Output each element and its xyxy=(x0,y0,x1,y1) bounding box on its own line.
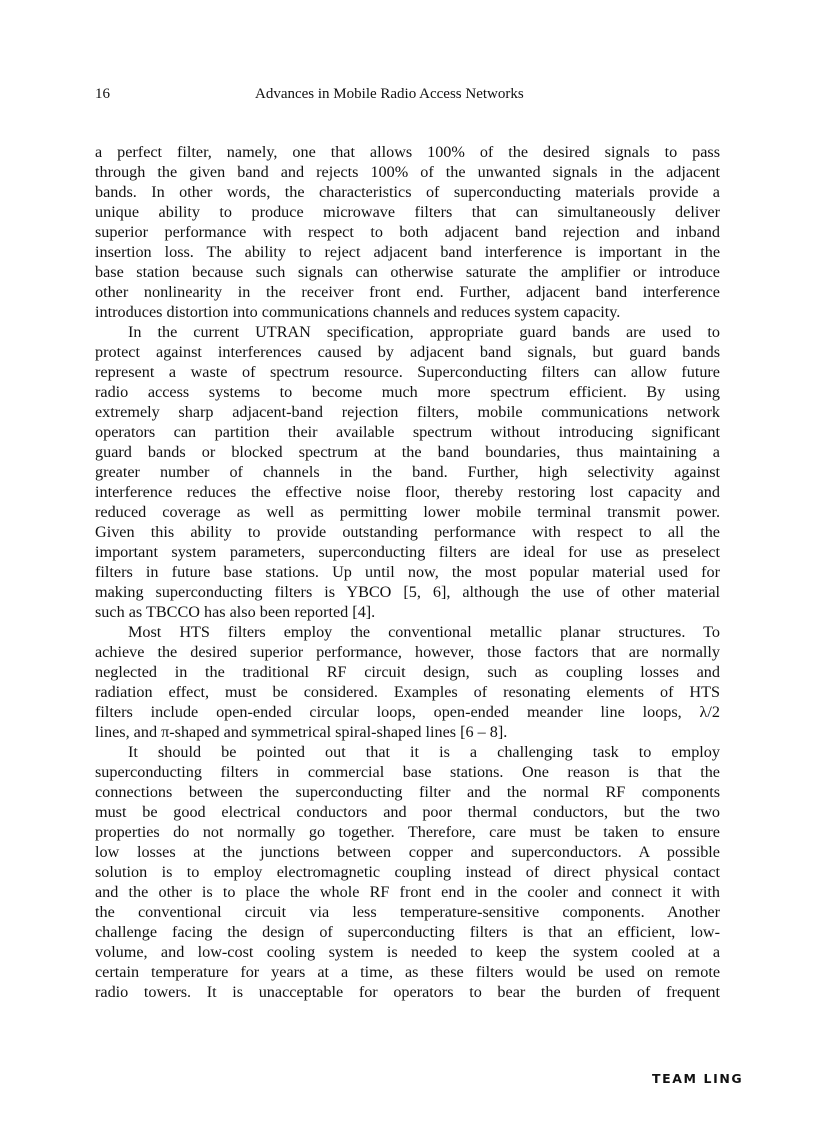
text-line: guard bands or blocked spectrum at the band boundaries, thus maintaining a xyxy=(95,443,720,461)
text-line: properties do not normally go together. Therefore, care must be taken to ensure xyxy=(95,823,720,841)
text-line: superior performance with respect to both adjacent band rejection and inband xyxy=(95,223,720,241)
text-line: bands. In other words, the characteristics of superconducting materials provide a xyxy=(95,183,720,201)
text-line: reduced coverage as well as permitting lower mobile terminal transmit power. xyxy=(95,503,720,521)
text-line: solution is to employ electromagnetic coupling instead of direct physical contact xyxy=(95,863,720,881)
running-title: Advances in Mobile Radio Access Networks xyxy=(255,86,524,102)
text-line: In the current UTRAN specification, appropriate guard bands are used to xyxy=(128,323,720,341)
text-line: radio towers. It is unacceptable for operators to bear the burden of frequent xyxy=(95,983,720,1001)
text-line: superconducting filters in commercial base stations. One reason is that the xyxy=(95,763,720,781)
text-line: a perfect filter, namely, one that allows 100% of the desired signals to pass xyxy=(95,143,720,161)
text-line: neglected in the traditional RF circuit design, such as coupling losses and xyxy=(95,663,720,681)
text-line: such as TBCCO has also been reported [4]. xyxy=(95,603,376,621)
text-line: achieve the desired superior performance, however, those factors that are normally xyxy=(95,643,720,661)
text-line: filters in future base stations. Up until now, the most popular material used for xyxy=(95,563,720,581)
text-line: important system parameters, superconducting filters are ideal for use as preselect xyxy=(95,543,720,561)
text-line: extremely sharp adjacent-band rejection filters, mobile communications network xyxy=(95,403,720,421)
text-line: unique ability to produce microwave filters that can simultaneously deliver xyxy=(95,203,720,221)
page-header xyxy=(95,86,720,108)
text-line: radiation effect, must be considered. Examples of resonating elements of HTS xyxy=(95,683,720,701)
text-line: base station because such signals can otherwise saturate the amplifier or introduce xyxy=(95,263,720,281)
text-line: making superconducting filters is YBCO [5, 6], although the use of other material xyxy=(95,583,720,601)
text-line: interference reduces the effective noise floor, thereby restoring lost capacity and xyxy=(95,483,720,501)
page-number: 16 xyxy=(95,86,110,102)
text-line: certain temperature for years at a time, as these filters would be used on remote xyxy=(95,963,720,981)
text-line: Given this ability to provide outstanding performance with respect to all the xyxy=(95,523,720,541)
text-line: through the given band and rejects 100% of the unwanted signals in the adjacent xyxy=(95,163,720,181)
text-line: must be good electrical conductors and poor thermal conductors, but the two xyxy=(95,803,720,821)
text-line: and the other is to place the whole RF front end in the cooler and connect it with xyxy=(95,883,720,901)
text-line: filters include open-ended circular loops, open-ended meander line loops, λ/2 xyxy=(95,703,720,721)
text-line: introduces distortion into communications channels and reduces system capacity. xyxy=(95,303,621,321)
text-line: radio access systems to become much more spectrum efficient. By using xyxy=(95,383,720,401)
text-line: volume, and low-cost cooling system is needed to keep the system cooled at a xyxy=(95,943,720,961)
body-text xyxy=(95,142,720,1002)
text-line: insertion loss. The ability to reject adjacent band interference is important in the xyxy=(95,243,720,261)
text-line: challenge facing the design of superconducting filters is that an efficient, low- xyxy=(95,923,720,941)
text-line: the conventional circuit via less temperature-sensitive components. Another xyxy=(95,903,720,921)
text-line: lines, and π-shaped and symmetrical spiral-shaped lines [6 – 8]. xyxy=(95,723,508,741)
team-ling-watermark: TEAM LING xyxy=(652,1071,744,1086)
text-line: connections between the superconducting filter and the normal RF components xyxy=(95,783,720,801)
text-line: operators can partition their available spectrum without introducing significant xyxy=(95,423,720,441)
text-line: greater number of channels in the band. Further, high selectivity against xyxy=(95,463,720,481)
text-line: low losses at the junctions between copper and superconductors. A possible xyxy=(95,843,720,861)
text-line: Most HTS filters employ the conventional metallic planar structures. To xyxy=(128,623,720,641)
text-line: protect against interferences caused by adjacent band signals, but guard bands xyxy=(95,343,720,361)
text-line: It should be pointed out that it is a challenging task to employ xyxy=(128,743,720,761)
text-line: represent a waste of spectrum resource. Superconducting filters can allow future xyxy=(95,363,720,381)
text-line: other nonlinearity in the receiver front end. Further, adjacent band interference xyxy=(95,283,720,301)
